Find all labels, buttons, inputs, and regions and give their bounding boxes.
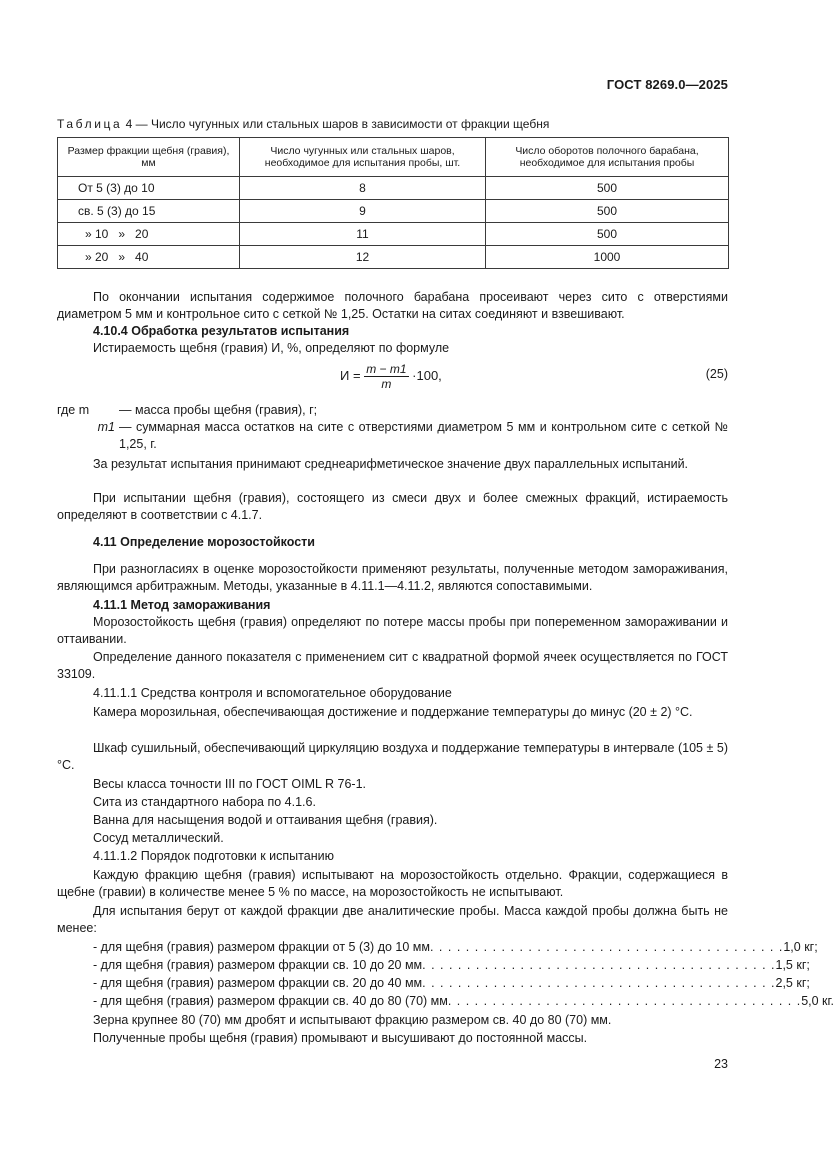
formula-rhs: ·100, xyxy=(412,367,442,383)
table-row xyxy=(58,246,729,269)
header-fraction-size: Размер фракции щебня (гравия), мм xyxy=(58,138,240,177)
list-item xyxy=(93,975,810,992)
list-item-value: 1,0 кг; xyxy=(783,940,818,954)
paragraph-mixture: При испытании щебня (гравия), состоящего из смеси двух и более смежных фракций, истираемость определяют в соответствии с 4.1.7. xyxy=(57,491,728,522)
paragraph-formula-intro: Истираемость щебня (гравия) И, %, определяют по формуле xyxy=(93,341,450,355)
heading-4-11: 4.11 Определение морозостойкости xyxy=(93,535,315,549)
formula-lhs: И = xyxy=(340,367,361,383)
list-item xyxy=(93,957,810,974)
leader-dots: . . . . . . . . . . . . . . . . . . . . . . . . . . . . . . . . . . . . . . . . xyxy=(422,958,776,972)
table-caption xyxy=(57,117,549,131)
header-ball-count: Число чугунных или стальных шаров, необходимое для испытания пробы, шт. xyxy=(240,138,486,177)
cell-balls: 11 xyxy=(240,223,486,246)
cell-balls: 9 xyxy=(240,200,486,223)
table-header-row xyxy=(58,138,729,177)
paragraph-square-sieves: Определение данного показателя с применением сит с квадратной формой ячеек осуществляется по ГОСТ 33109. xyxy=(57,650,728,681)
fraction-balls-table xyxy=(57,137,729,269)
list-item-value: 1,5 кг; xyxy=(775,958,810,972)
where-m1 xyxy=(57,419,728,453)
paragraph-result: За результат испытания принимают среднеарифметическое значение двух параллельных испытаний. xyxy=(93,457,689,471)
list-item-text: - для щебня (гравия) размером фракции св. 40 до 80 (70) мм xyxy=(93,994,448,1008)
page-number: 23 xyxy=(714,1057,728,1071)
header-revolutions: Число оборотов полочного барабана, необходимое для испытания пробы xyxy=(486,138,729,177)
cell-revolutions: 1000 xyxy=(486,246,729,269)
paragraph-bath: Ванна для насыщения водой и оттаивания щебня (гравия). xyxy=(93,813,438,827)
paragraph-disputes: При разногласиях в оценке морозостойкости применяют результаты, полученные методом замораживания, являющимся арбитражным. Методы, указанные в 4.11.1—4.11.2, являются сопоставимыми. xyxy=(57,562,728,593)
document-code: ГОСТ 8269.0—2025 xyxy=(606,77,728,92)
where-m-text: — масса пробы щебня (гравия), г; xyxy=(119,403,318,417)
cell-revolutions: 500 xyxy=(486,223,729,246)
paragraph-drying-cabinet: Шкаф сушильный, обеспечивающий циркуляцию воздуха и поддержание температуры в интервале (105 ± 5) °С. xyxy=(57,741,728,772)
cell-fraction: св. 5 (3) до 15 xyxy=(58,200,240,223)
list-item-text: - для щебня (гравия) размером фракции св. 20 до 40 мм xyxy=(93,976,423,990)
list-item-value: 5,0 кг. xyxy=(801,994,834,1008)
paragraph-vessel: Сосуд металлический. xyxy=(93,831,224,845)
formula-number: (25) xyxy=(705,367,728,381)
paragraph-scales: Весы класса точности III по ГОСТ OIML R 76-1. xyxy=(93,777,366,791)
paragraph-freezer: Камера морозильная, обеспечивающая достижение и поддержание температуры до минус (20 ± 2) °С. xyxy=(93,705,693,719)
cell-fraction: » 20 » 40 xyxy=(58,246,240,269)
heading-4-10-4: 4.10.4 Обработка результатов испытания xyxy=(93,324,350,338)
table-row xyxy=(58,223,729,246)
paragraph-sieving: По окончании испытания содержимое полочного барабана просеивают через сито с отверстиями диаметром 5 мм и контрольное сито с сеткой № 1,25. Остатки на ситах соединяют и взвешивают. xyxy=(57,290,728,321)
paragraph-crushing: Зерна крупнее 80 (70) мм дробят и испытывают фракцию размером св. 40 до 80 (70) мм. xyxy=(93,1013,612,1027)
cell-fraction: От 5 (3) до 10 xyxy=(58,177,240,200)
table-caption-text: 4 — Число чугунных или стальных шаров в зависимости от фракции щебня xyxy=(122,117,550,131)
leader-dots: . . . . . . . . . . . . . . . . . . . . . . . . . . . . . . . . . . . . . . . . xyxy=(422,976,776,990)
formula-numerator: m − m1 xyxy=(366,362,407,376)
table-row xyxy=(58,177,729,200)
paragraph-frost-definition: Морозостойкость щебня (гравия) определяют по потере массы пробы при попеременном замораживании и оттаивании. xyxy=(57,615,728,646)
where-m-label: где m xyxy=(57,403,90,417)
formula-denominator: m xyxy=(381,377,392,391)
cell-revolutions: 500 xyxy=(486,200,729,223)
list-item xyxy=(93,939,818,956)
cell-balls: 8 xyxy=(240,177,486,200)
list-item-value: 2,5 кг; xyxy=(775,976,810,990)
heading-4-11-1-2: 4.11.1.2 Порядок подготовки к испытанию xyxy=(93,849,334,863)
where-m xyxy=(57,402,728,419)
formula-25 xyxy=(340,362,442,391)
cell-fraction: » 10 » 20 xyxy=(58,223,240,246)
paragraph-each-fraction: Каждую фракцию щебня (гравия) испытывают на морозостойкость отдельно. Фракции, содержащиеся в щебне (гравии) в количестве менее 5 % по массе, на морозостойкость не испытывают. xyxy=(57,868,728,899)
where-m1-text: — суммарная масса остатков на сите с отверстиями диаметром 5 мм и контрольном сите с сеткой № 1,25, г. xyxy=(119,420,728,451)
list-item xyxy=(93,993,834,1010)
leader-dots: . . . . . . . . . . . . . . . . . . . . . . . . . . . . . . . . . . . . . . . . xyxy=(429,940,784,954)
paragraph-samples: Для испытания берут от каждой фракции две аналитические пробы. Масса каждой пробы должна быть не менее: xyxy=(57,904,728,935)
list-item-text: - для щебня (гравия) размером фракции от 5 (3) до 10 мм xyxy=(93,940,430,954)
table-caption-prefix: Таблица xyxy=(57,117,123,131)
where-m1-label: m1 xyxy=(97,420,115,434)
formula-fraction xyxy=(364,362,408,391)
heading-4-11-1-1: 4.11.1.1 Средства контроля и вспомогательное оборудование xyxy=(93,686,452,700)
cell-balls: 12 xyxy=(240,246,486,269)
leader-dots: . . . . . . . . . . . . . . . . . . . . . . . . . . . . . . . . . . . . . . . . xyxy=(447,994,802,1008)
list-item-text: - для щебня (гравия) размером фракции св. 10 до 20 мм xyxy=(93,958,423,972)
table-row xyxy=(58,200,729,223)
paragraph-sieves: Сита из стандартного набора по 4.1.6. xyxy=(93,795,316,809)
cell-revolutions: 500 xyxy=(486,177,729,200)
paragraph-washing: Полученные пробы щебня (гравия) промывают и высушивают до постоянной массы. xyxy=(93,1031,588,1045)
heading-4-11-1: 4.11.1 Метод замораживания xyxy=(93,598,271,612)
